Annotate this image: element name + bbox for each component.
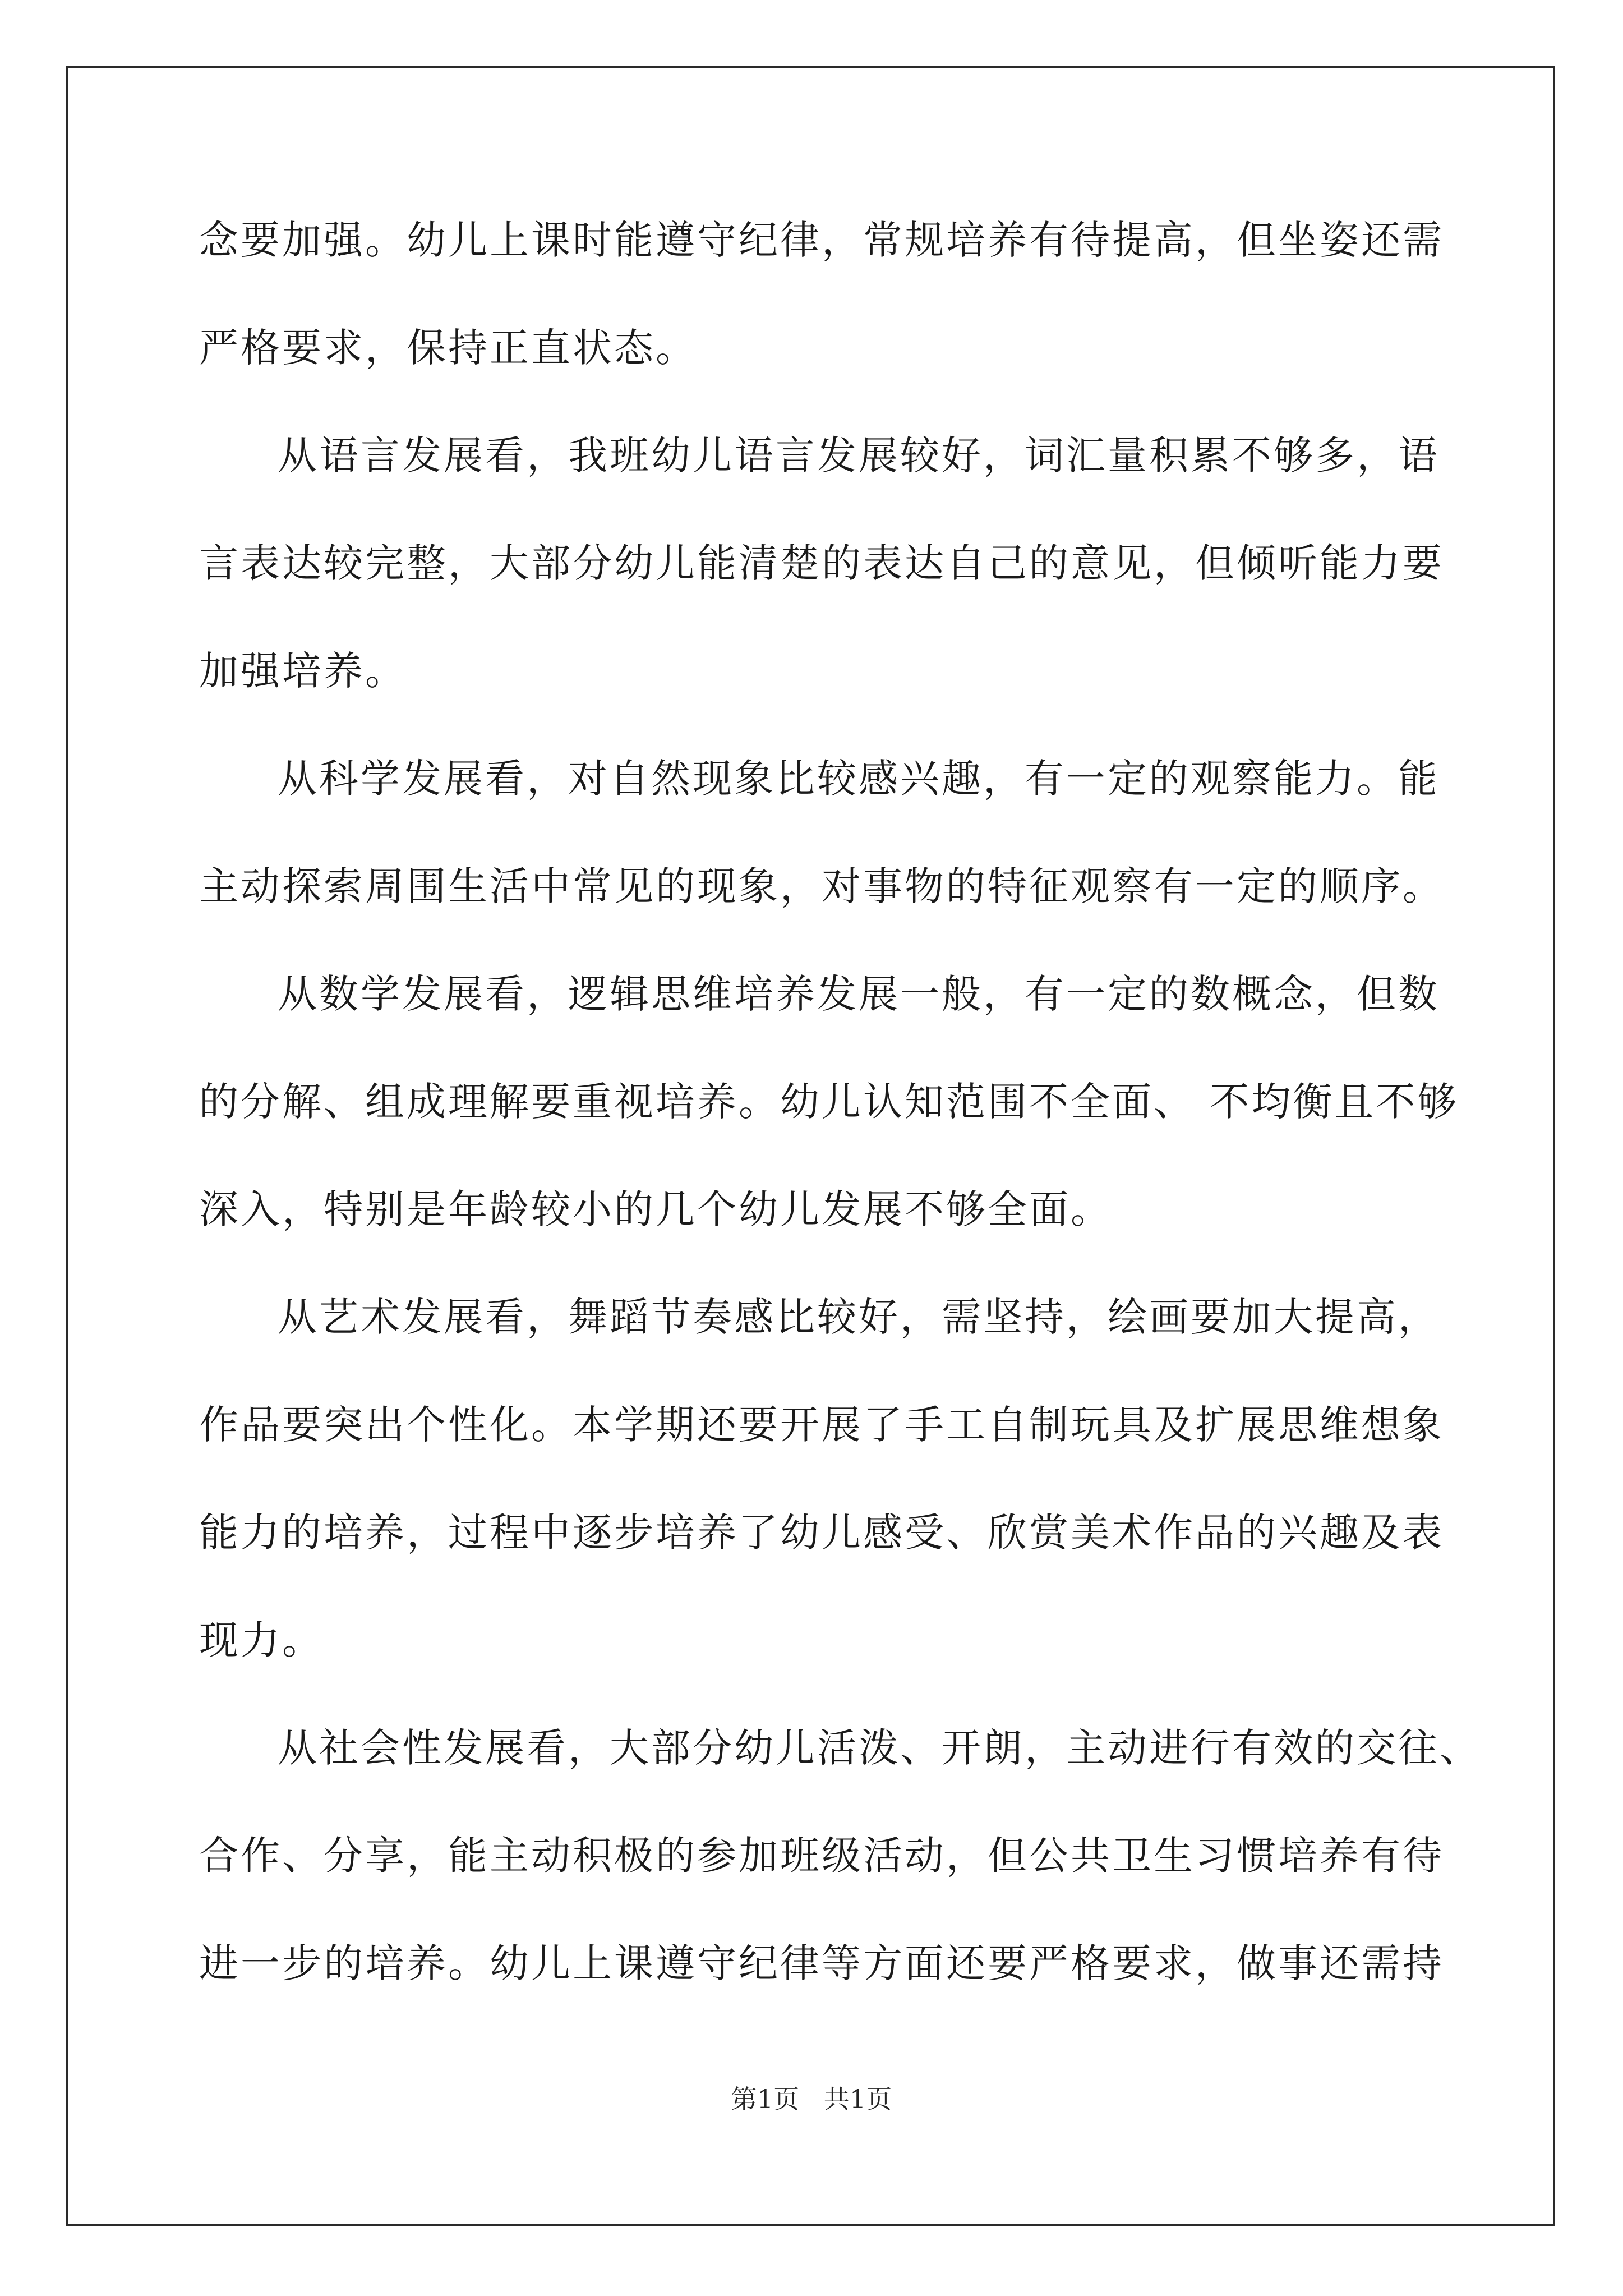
text-line: 深入，特别是年龄较小的几个幼儿发展不够全面。 <box>199 1186 1112 1232</box>
paragraph-first-line: 从艺术发展看，舞蹈节奏感比较好，需坚持，绘画要加大提高， <box>278 1294 1440 1340</box>
text-line: 言表达较完整，大部分幼儿能清楚的表达自己的意见，但倾听能力要 <box>199 540 1444 586</box>
paragraph-first-line: 从科学发展看，对自然现象比较感兴趣，有一定的观察能力。能 <box>278 756 1440 802</box>
paragraph-first-line: 从语言发展看，我班幼儿语言发展较好，词汇量积累不够多，语 <box>278 432 1440 478</box>
text-line: 念要加强。幼儿上课时能遵守纪律，常规培养有待提高，但坐姿还需 <box>199 217 1444 263</box>
text-line: 的分解、组成理解要重视培养。幼儿认知范围不全面、 不均衡且不够 <box>199 1079 1459 1125</box>
text-line: 现力。 <box>199 1617 324 1663</box>
text-line: 合作、分享，能主动积极的参加班级活动，但公共卫生习惯培养有待 <box>199 1833 1444 1879</box>
text-line: 进一步的培养。幼儿上课遵守纪律等方面还要严格要求，做事还需持 <box>199 1940 1444 1986</box>
text-line: 作品要突出个性化。本学期还要开展了手工自制玩具及扩展思维想象 <box>199 1402 1444 1448</box>
paragraph-first-line: 从数学发展看，逻辑思维培养发展一般，有一定的数概念，但数 <box>278 971 1440 1017</box>
document-body <box>199 213 1483 1990</box>
text-line: 严格要求，保持正直状态。 <box>199 325 697 371</box>
text-line: 加强培养。 <box>199 648 407 694</box>
text-line: 能力的培养，过程中逐步培养了幼儿感受、欣赏美术作品的兴趣及表 <box>199 1510 1444 1556</box>
text-line: 主动探索周围生活中常见的现象，对事物的特征观察有一定的顺序。 <box>199 863 1444 909</box>
paragraph-first-line: 从社会性发展看，大部分幼儿活泼、开朗，主动进行有效的交往、 <box>278 1725 1481 1771</box>
page-number-footer: 第1页 共1页 <box>731 2084 892 2114</box>
